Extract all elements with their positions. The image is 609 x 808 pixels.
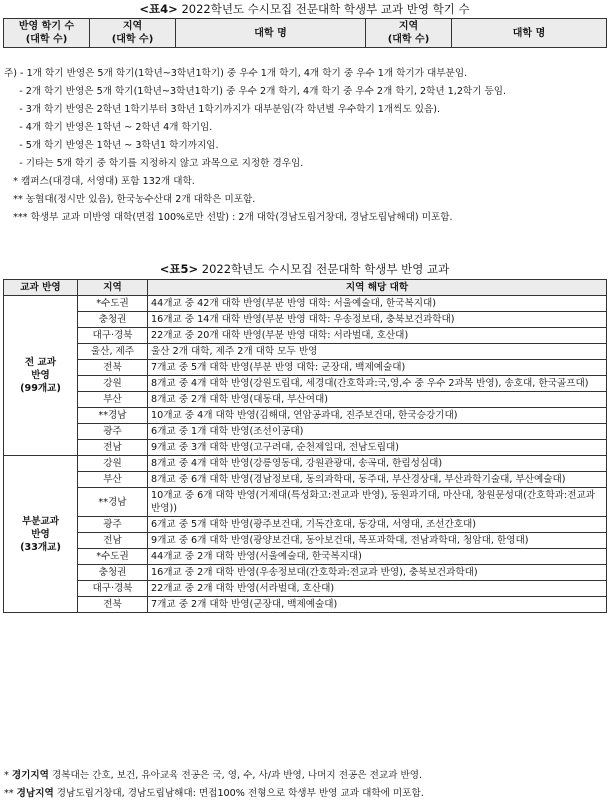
table5-region-cell: 광주	[78, 424, 148, 440]
table5-region-cell: 대구·경북	[78, 328, 148, 344]
table5-universities-cell: 6개교 중 1개 대학 반영(조선이공대)	[148, 424, 607, 440]
footnote-mark: *	[4, 770, 12, 781]
table5-row	[4, 296, 607, 312]
footnote-text: 경복대는 간호, 보건, 유아교육 전공은 국, 영, 수, 사/과 반영, 나머지 전공은 전교과 반영.	[48, 770, 423, 781]
table5-region-cell: 충청권	[78, 565, 148, 581]
table5-universities-cell: 8개교 중 4개 대학 반영(강원도립대, 세경대(간호학과:국,영,수 중 우수 2과목 반영), 송호대, 한국골프대)	[148, 376, 607, 392]
table5-universities-cell: 22개교 중 20개 대학 반영(부분 반영 대학: 서라벌대, 호산대)	[148, 328, 607, 344]
table5-region-cell: 전북	[78, 360, 148, 376]
footnote-region: 경남지역	[16, 788, 54, 799]
table5-row	[4, 581, 607, 597]
table5-row	[4, 488, 607, 517]
table4-header-row	[4, 19, 607, 48]
table5-universities-cell: 10개교 중 4개 대학 반영(김해대, 연암공과대, 진주보건대, 한국승강기대)	[148, 408, 607, 424]
table5-row	[4, 360, 607, 376]
table5-universities-cell: 44개교 중 42개 대학 반영(부분 반영 대학: 서울예술대, 한국복지대)	[148, 296, 607, 312]
note-line: ** 농협대(정시만 있음), 한국농수산대 2개 대학은 미포함.	[4, 194, 256, 205]
table4-header-cell: 반영 학기 수 (대학 수)	[4, 19, 90, 48]
table5-row	[4, 440, 607, 456]
table5-row	[4, 597, 607, 613]
table4-notes	[4, 65, 604, 227]
table5-group-label: 전 교과 반영 (99개교)	[4, 296, 78, 456]
table5-header-cell: 지역 해당 대학	[148, 280, 607, 296]
note-line: - 3개 학기 반영은 2학년 1학기부터 3학년 1학기까지가 대부분임(각 학년별 우수학기 1개씩도 있음).	[4, 104, 441, 115]
table5-universities-cell: 16개교 중 2개 대학 반영(우송정보대(간호학과:전교과 반영), 충북보건과학대)	[148, 565, 607, 581]
table5-region-cell: 부산	[78, 472, 148, 488]
table5-region-cell: 부산	[78, 392, 148, 408]
note-line: - 5개 학기 반영은 1학년 ~ 3학년1 학기까지임.	[4, 140, 219, 151]
table5-universities-cell: 8개교 중 2개 대학 반영(대동대, 부산여대)	[148, 392, 607, 408]
note-line: *** 학생부 교과 미반영 대학(면접 100%로만 선발) : 2개 대학(경남도립거창대, 경남도립남해대) 미포함.	[4, 212, 453, 223]
table5-group-label: 부분교과 반영 (33개교)	[4, 456, 78, 613]
table5-region-cell: 전남	[78, 533, 148, 549]
table5-universities-cell: 8개교 중 6개 대학 반영(경남정보대, 동의과학대, 동주대, 부산경상대, 부산과학기술대, 부산예술대)	[148, 472, 607, 488]
table5-region-cell: 울산, 제주	[78, 344, 148, 360]
table5-region-cell: 대구·경북	[78, 581, 148, 597]
table5-region-cell: 전남	[78, 440, 148, 456]
table5-region-cell: **경남	[78, 488, 148, 517]
table5-universities-cell: 10개교 중 6개 대학 반영(거제대(특성화고:전교과 반영), 동원과기대, 마산대, 창원문성대(간호학과:전교과 반영))	[148, 488, 607, 517]
table5-row	[4, 328, 607, 344]
table5-title	[0, 261, 609, 277]
table5-universities-cell: 9개교 중 3개 대학 반영(고구려대, 순천제일대, 전남도립대)	[148, 440, 607, 456]
table5-title-text: 2022학년도 수시모집 전문대학 학생부 반영 교과	[201, 262, 450, 276]
table5-row	[4, 424, 607, 440]
table5-row	[4, 392, 607, 408]
table5-footnotes	[4, 767, 604, 803]
table5-universities-cell: 7개교 중 5개 대학 반영(부분 반영 대학: 군장대, 백제예술대)	[148, 360, 607, 376]
note-line: 주) - 1개 학기 반영은 5개 학기(1학년~3학년1학기) 중 우수 1개 학기, 4개 학기 중 우수 1개 학기가 대부분임.	[4, 68, 468, 79]
table4-title	[0, 1, 609, 17]
table5	[3, 279, 607, 613]
footnote-line	[4, 785, 604, 803]
table5-universities-cell: 7개교 중 2개 대학 반영(군장대, 백제예술대)	[148, 597, 607, 613]
table4-header-cell: 대학 명	[452, 19, 607, 48]
note-line: - 4개 학기 반영은 1학년 ~ 2학년 4개 학기임.	[4, 122, 213, 133]
table5-region-cell: *수도권	[78, 549, 148, 565]
table5-header-row	[4, 280, 607, 296]
table5-row	[4, 456, 607, 472]
table5-region-cell: 충청권	[78, 312, 148, 328]
table4	[3, 18, 607, 48]
table5-universities-cell: 9개교 중 6개 대학 반영(광양보건대, 동아보건대, 목포과학대, 전남과학대, 청암대, 한영대)	[148, 533, 607, 549]
table5-universities-cell: 16개교 중 14개 대학 반영(부분 반영 대학: 우송정보대, 충북보건과학대)	[148, 312, 607, 328]
table4-header-cell: 지역 (대학 수)	[366, 19, 452, 48]
table5-header-cell: 지역	[78, 280, 148, 296]
note-line: * 캠퍼스(대경대, 서영대) 포함 132개 대학.	[4, 176, 195, 187]
table5-universities-cell: 22개교 중 2개 대학 반영(서라벌대, 호산대)	[148, 581, 607, 597]
table5-header-cell: 교과 반영	[4, 280, 78, 296]
footnote-line	[4, 767, 604, 785]
table5-row	[4, 376, 607, 392]
table4-header-cell: 대학 명	[176, 19, 366, 48]
table5-row	[4, 408, 607, 424]
table4-title-text: 2022학년도 수시모집 전문대학 학생부 교과 반영 학기 수	[181, 2, 470, 16]
table5-universities-cell: 8개교 중 4개 대학 반영(강릉영동대, 강원관광대, 송곡대, 한림성심대)	[148, 456, 607, 472]
table5-number: <표5>	[159, 262, 199, 276]
footnote-mark: **	[4, 788, 17, 799]
footnote-text: 경남도립거창대, 경남도립남해대: 면접100% 전형으로 학생부 반영 교과 대학에 미포함.	[53, 788, 424, 799]
table5-row	[4, 472, 607, 488]
table5-row	[4, 533, 607, 549]
table5-row	[4, 549, 607, 565]
table4-number: <표4>	[139, 2, 178, 16]
table5-region-cell: 광주	[78, 517, 148, 533]
table5-region-cell: 전북	[78, 597, 148, 613]
table5-universities-cell: 44개교 중 2개 대학 반영(서울예술대, 한국복지대)	[148, 549, 607, 565]
note-line: - 2개 학기 반영은 5개 학기(1학년~3학년1학기) 중 우수 2개 학기, 4개 학기 중 우수 2개 학기, 2학년 1,2학기 등임.	[4, 86, 507, 97]
table4-header-cell: 지역 (대학 수)	[90, 19, 176, 48]
table5-row	[4, 517, 607, 533]
table5-row	[4, 344, 607, 360]
table5-row	[4, 565, 607, 581]
table5-universities-cell: 울산 2개 대학, 제주 2개 대학 모두 반영	[148, 344, 607, 360]
table5-row	[4, 312, 607, 328]
table5-region-cell: **경남	[78, 408, 148, 424]
table5-region-cell: *수도권	[78, 296, 148, 312]
table5-universities-cell: 6개교 중 5개 대학 반영(광주보건대, 기독간호대, 동강대, 서영대, 조선간호대)	[148, 517, 607, 533]
footnote-region: 경기지역	[11, 770, 49, 781]
table5-region-cell: 강원	[78, 376, 148, 392]
table5-region-cell: 강원	[78, 456, 148, 472]
note-line: - 기타는 5개 학기 중 학기를 지정하지 않고 과목으로 지정한 경우임.	[4, 158, 304, 169]
